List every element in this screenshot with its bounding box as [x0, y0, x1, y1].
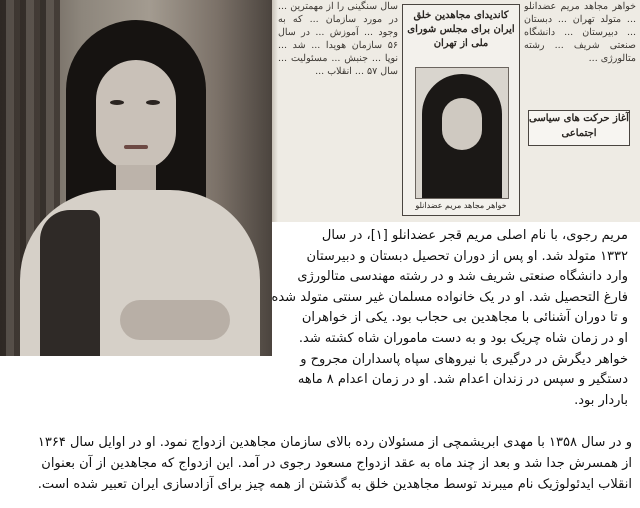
left-eye [110, 100, 124, 105]
candidate-box [402, 4, 520, 216]
text-line: باردار بود. [574, 392, 628, 408]
text-line: خواهر دیگرش در درگیری با نیروهای سپاه پاسداران مجروح و [300, 351, 628, 367]
candidate-title: کاندیدای مجاهدین خلق ایران برای مجلس شورای ملی از تهران [407, 10, 515, 49]
text-line: و در سال ۱۳۵۸ با مهدی ابریشمچی از مسئولان رده بالای سازمان مجاهدین ازدواج نمود. او در اوایل سال ۱۳۶۴ [37, 435, 632, 450]
text-line: فارغ التحصیل شد. او در یک خانواده مسلمان غیر سنتی متولد شده [271, 289, 628, 305]
text-line: مریم رجوی، با نام اصلی مریم قجر عضدانلو [۱]، در سال [321, 228, 628, 243]
text-line: از همسرش جدا شد و بعد از چند ماه به عقد ازدواج مسعود رجوی در آمد. این ازدواج که مجاهدین از آن بعنوان [41, 456, 632, 471]
text-line: او در زمان شاه چریک بود و به دست ماموران شاه کشته شد. [298, 330, 628, 346]
right-eye [146, 100, 160, 105]
portrait-photo [0, 0, 272, 356]
hands-shape [120, 300, 230, 340]
clipping-right-column: خواهر مجاهد مریم عضدانلو ... متولد تهران ... دبستان ... دبیرستان ... دانشگاه صنعتی شریف ... رشته متالورژی ... [524, 1, 636, 64]
newspaper-clipping [272, 0, 640, 222]
clipping-left-column: سال سنگینی را از مهمترین ... در مورد سازمان ... که به وجود ... آموزش ... در سال ۵۶ سازمان هویدا ... شد ... نوپا ... جنبش ... مسئولیت ... سال ۵۷ ... انقلاب ... [278, 1, 398, 77]
mouth [124, 145, 148, 149]
text-line: ۱۳۳۲ متولد شد. او پس از دوران تحصیل دبستان و دبیرستان [306, 248, 628, 264]
clipping-headline: آغاز حرکت های سیاسی اجتماعی [528, 110, 630, 146]
candidate-portrait [415, 67, 509, 199]
face-shape [96, 60, 176, 170]
vest-shape [40, 210, 100, 356]
text-line: انقلاب ایدئولوژیک نام میبرند توسط مجاهدین خلق به گذشتن از همه چیز برای آزادسازی ایران تعبیر شده است. [37, 477, 632, 492]
text-line: دستگیر و سپس در زندان اعدام شد. او در زمان اعدام ۸ ماهه [297, 372, 628, 388]
biography-paragraph-2 [8, 432, 632, 495]
candidate-face [442, 98, 482, 150]
biography-paragraph-1 [271, 226, 628, 411]
text-line: و تا دوران آشنائی با مجاهدین بی حجاب بود. یکی از خواهران [301, 310, 628, 326]
text-line: وارد دانشگاه صنعتی شریف شد و در رشته مهندسی متالورژی [297, 269, 628, 285]
portrait-caption: خواهر مجاهد مریم عضدانلو [415, 201, 507, 210]
